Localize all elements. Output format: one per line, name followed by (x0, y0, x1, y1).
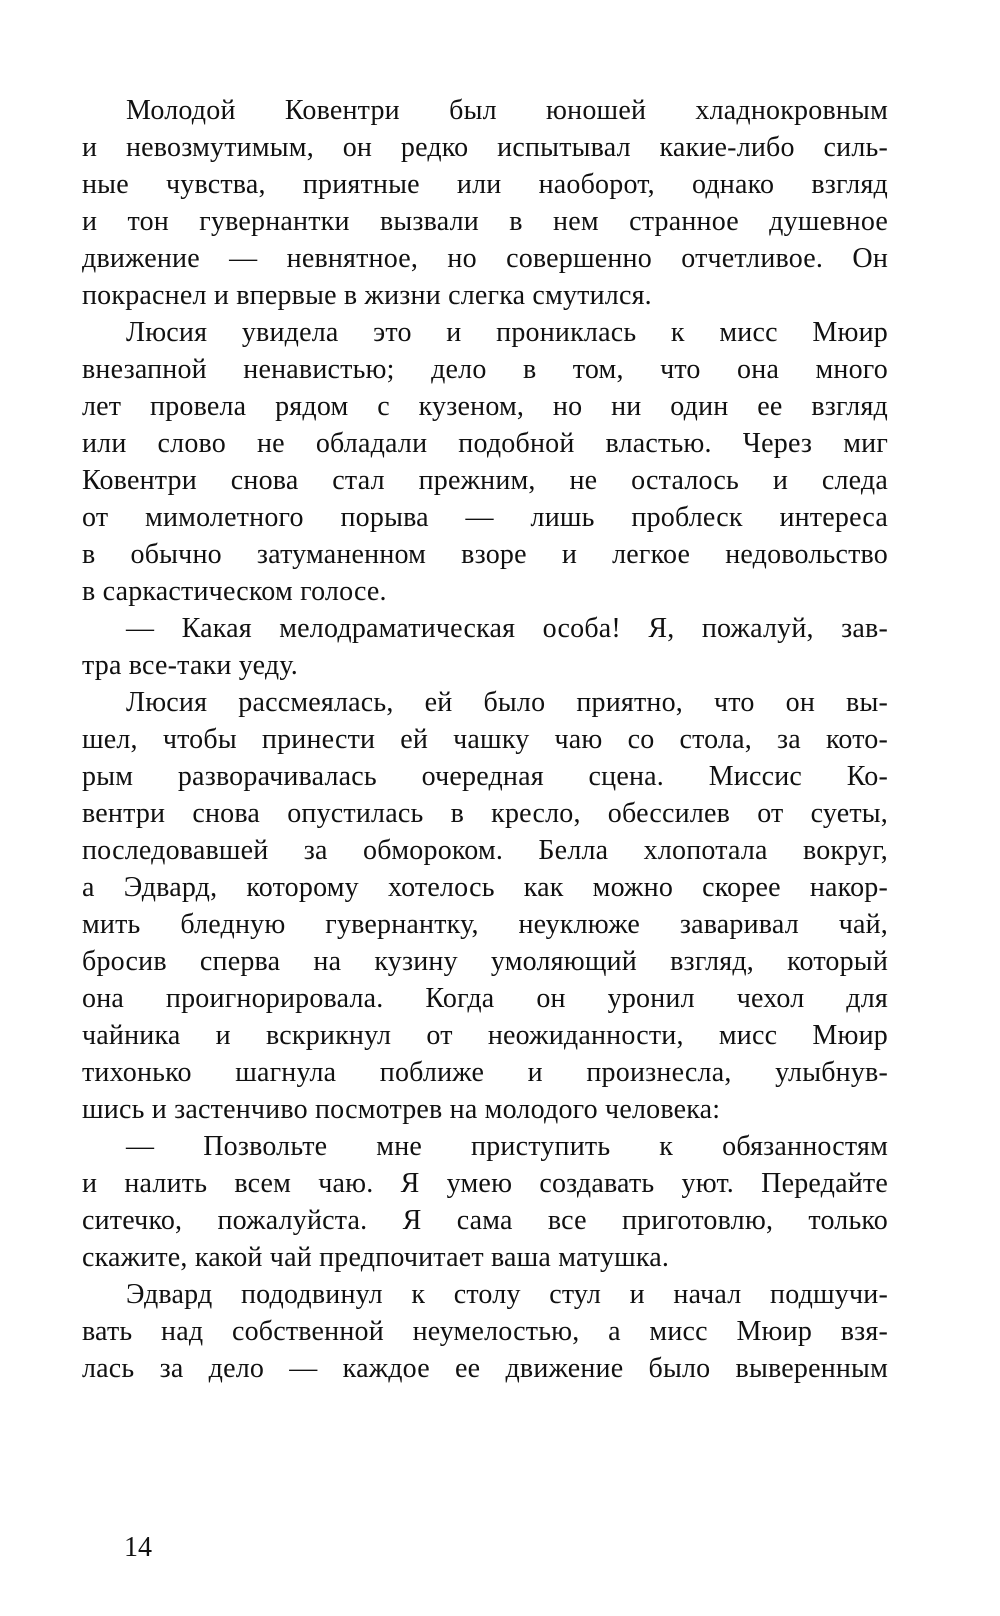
body-text (82, 92, 888, 1387)
text-line: шись и застенчиво посмотрев на молодого человека: (82, 1094, 721, 1125)
text-line: тра все-таки уеду. (82, 650, 298, 681)
text-line: скажите, какой чай предпочитает ваша матушка. (82, 1242, 670, 1273)
text-line: бросив сперва на кузину умоляющий взгляд, который (82, 946, 888, 977)
text-line: Эдвард пододвинул к столу стул и начал подшучи- (126, 1279, 888, 1310)
text-line: покраснел и впервые в жизни слегка смутился. (82, 280, 652, 311)
text-line: внезапной ненавистью; дело в том, что она много (82, 354, 888, 385)
text-line: шел, чтобы принести ей чашку чаю со стола, за кото- (82, 724, 888, 755)
text-line: а Эдвард, которому хотелось как можно скорее накор- (82, 872, 888, 903)
text-line: и невозмутимым, он редко испытывал какие-либо силь- (82, 132, 888, 163)
text-line: — Позвольте мне приступить к обязанностям (126, 1131, 888, 1162)
text-line: лась за дело — каждое ее движение было выверенным (82, 1353, 888, 1384)
text-line: и тон гувернантки вызвали в нем странное душевное (82, 206, 888, 237)
text-line: рым разворачивалась очередная сцена. Миссис Ко- (82, 761, 888, 792)
text-line: она проигнорировала. Когда он уронил чехол для (82, 983, 888, 1014)
text-line: лет провела рядом с кузеном, но ни один ее взгляд (82, 391, 888, 422)
text-line: чайника и вскрикнул от неожиданности, мисс Мюир (82, 1020, 888, 1051)
text-line: и налить всем чаю. Я умею создавать уют. Передайте (82, 1168, 888, 1199)
text-line: мить бледную гувернантку, неуклюже заваривал чай, (82, 909, 888, 940)
text-line: последовавшей за обмороком. Белла хлопотала вокруг, (82, 835, 888, 866)
page-number: 14 (124, 1532, 152, 1563)
text-line: ситечко, пожалуйста. Я сама все приготовлю, только (82, 1205, 888, 1236)
text-line: от мимолетного порыва — лишь проблеск интереса (82, 502, 888, 533)
text-line: Люсия увидела это и прониклась к мисс Мюир (126, 317, 888, 348)
text-line: — Какая мелодраматическая особа! Я, пожалуй, зав- (126, 613, 888, 644)
text-line: ные чувства, приятные или наоборот, однако взгляд (82, 169, 888, 200)
text-line: Молодой Ковентри был юношей хладнокровным (126, 95, 888, 126)
text-line: Люсия рассмеялась, ей было приятно, что он вы- (126, 687, 888, 718)
text-line: вентри снова опустилась в кресло, обессилев от суеты, (82, 798, 888, 829)
text-line: в обычно затуманенном взоре и легкое недовольство (82, 539, 888, 570)
text-line: или слово не обладали подобной властью. Через миг (82, 428, 888, 459)
text-line: движение — невнятное, но совершенно отчетливое. Он (82, 243, 888, 274)
text-line: тихонько шагнула поближе и произнесла, улыбнув- (82, 1057, 888, 1088)
text-line: в саркастическом голосе. (82, 576, 387, 607)
text-line: вать над собственной неумелостью, а мисс Мюир взя- (82, 1316, 888, 1347)
text-line: Ковентри снова стал прежним, не осталось и следа (82, 465, 888, 496)
